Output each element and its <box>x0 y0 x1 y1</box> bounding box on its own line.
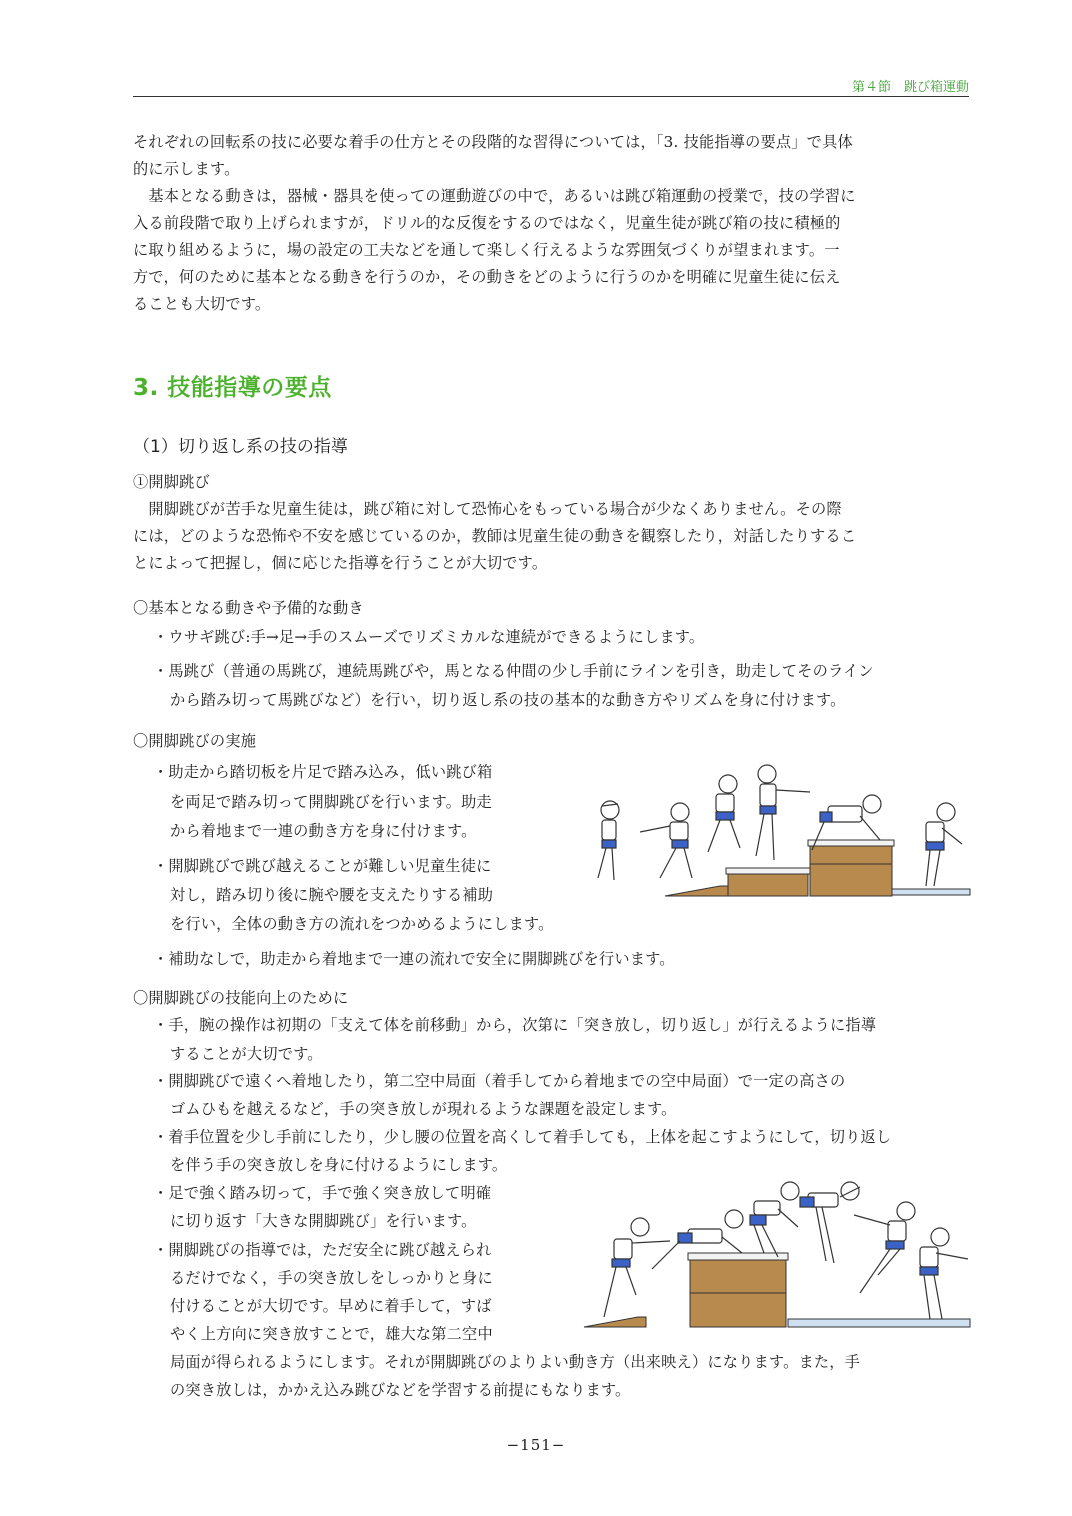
vaulting-box-low <box>726 868 810 896</box>
koujou-bullet-cont: に切り返す「大きな開脚跳び」を行います。 <box>170 1212 477 1230</box>
intro-line: 方で，何のために基本となる動きを行うのか，その動きをどのように行うのかを明確に児童生徒に伝え <box>133 268 841 286</box>
vaulting-box <box>688 1253 788 1327</box>
kaikyaku-line: とによって把握し，個に応じた指導を行うことが大切です。 <box>133 554 548 572</box>
kaikyaku-sequence-figure <box>580 760 972 905</box>
jisshi-bullet-cont: を行い，全体の動き方の流れをつかめるようにします。 <box>170 915 554 933</box>
intro-line: ることも大切です。 <box>133 295 271 313</box>
intro-line: に取り組めるように，場の設定の工夫などを通して楽しく行えるような雰囲気づくりが望まれます。一 <box>133 241 840 259</box>
jisshi-bullet-cont: 対し，踏み切り後に腕や腰を支えたりする補助 <box>170 886 494 904</box>
child-figure <box>854 1202 915 1293</box>
koujou-bullet-cont: 局面が得られるようにします。それが開脚跳びのよりよい動き方（出来映え）になります。また，手 <box>170 1353 861 1371</box>
child-figure <box>800 1182 860 1263</box>
kihon-heading: 〇基本となる動きや予備的な動き <box>133 599 364 617</box>
page-header <box>133 78 969 97</box>
kaikyaku-heading: ①開脚跳び <box>133 473 210 491</box>
vaulting-box-high <box>808 840 894 896</box>
section-title: 3. 技能指導の要点 <box>133 375 332 401</box>
jisshi-bullet-cont: から着地まで一連の動き方を身に付けます。 <box>170 822 477 840</box>
intro-line: 入る前段階で取り上げられますが，ドリル的な反復をするのではなく，児童生徒が跳び箱の技に積極的 <box>133 214 841 232</box>
jisshi-heading: 〇開脚跳びの実施 <box>133 732 257 750</box>
kihon-bullet: ・ウサギ跳び:手→足→手のスムーズでリズミカルな連続ができるようにします。 <box>153 628 705 646</box>
koujou-bullet-cont: を伴う手の突き放しを身に付けるようにします。 <box>170 1156 508 1174</box>
intro-line: 的に示します。 <box>133 160 240 178</box>
ground-mat <box>890 889 970 895</box>
child-figure <box>708 775 740 852</box>
intro-line: それぞれの回転系の技に必要な着手の仕方とその段階的な習得については，「3. 技能指導の要点」で具体 <box>133 133 853 151</box>
child-figure <box>604 1218 670 1317</box>
kaikyaku-paragraph <box>133 469 973 577</box>
child-figure <box>756 765 810 860</box>
koujou-bullet-cont: やく上方向に突き放すことで，雄大な第二空中 <box>170 1325 493 1343</box>
jisshi-bullet: ・助走から踏切板を片足で踏み込み，低い跳び箱 <box>153 763 493 781</box>
koujou-bullet-cont: るだけでなく，手の突き放しをしっかりと身に <box>170 1269 493 1287</box>
child-figure <box>926 803 962 886</box>
koujou-bullet: ・開脚跳びの指導では，ただ安全に跳び越えられ <box>153 1241 492 1259</box>
child-figure <box>598 801 619 880</box>
koujou-bullet: ・足で強く踏み切って，手で強く突き放して明確 <box>153 1184 492 1202</box>
koujou-bullet-cont: ゴムひもを越えるなど，手の突き放しが現れるような課題を設定します。 <box>170 1100 677 1118</box>
koujou-bullet-cont: の突き放しは，かかえ込み跳びなどを学習する前提にもなります。 <box>170 1381 631 1399</box>
intro-line: 基本となる動きは，器械・器具を使っての運動遊びの中で，あるいは跳び箱運動の授業で，技の学習に <box>133 187 856 205</box>
springboard <box>665 886 728 896</box>
kihon-bullet-cont: から踏み切って馬跳びなど）を行い，切り返し系の技の基本的な動き方やリズムを身に付けます。 <box>170 691 846 709</box>
section-label: 第４節 跳び箱運動 <box>851 80 969 95</box>
springboard <box>584 1317 646 1327</box>
koujou-bullet: ・手，腕の操作は初期の「支えて体を前移動」から，次第に「突き放し，切り返し」が行えるように指導 <box>153 1016 877 1034</box>
page-number: −151− <box>506 1436 566 1454</box>
child-figure <box>920 1228 968 1319</box>
kaikyaku-line: には，どのような恐怖や不安を感じているのか，教師は児童生徒の動きを観察したり，対話したりするこ <box>133 527 857 545</box>
big-kaikyaku-sequence-figure <box>578 1175 972 1333</box>
jisshi-bullet-cont: を両足で踏み切って開脚跳びを行います。助走 <box>170 793 492 811</box>
koujou-bullet: ・着手位置を少し手前にしたり，少し腰の位置を高くして着手しても，上体を起こすようにして，切り返し <box>153 1128 892 1146</box>
jisshi-bullet: ・開脚跳びで跳び越えることが難しい児童生徒に <box>153 857 492 875</box>
intro-paragraph <box>133 129 973 318</box>
subsection-title: （1）切り返し系の技の指導 <box>133 437 348 457</box>
koujou-heading: 〇開脚跳びの技能向上のために <box>133 989 349 1007</box>
kaikyaku-line: 開脚跳びが苦手な児童生徒は，跳び箱に対して恐怖心をもっている場合が少なくありません。その際 <box>133 500 842 518</box>
kihon-bullet: ・馬跳び（普通の馬跳び，連続馬跳びや，馬となる仲間の少し手前にラインを引き，助走してそのライン <box>153 662 874 680</box>
jisshi-bullet: ・補助なしで，助走から着地まで一連の流れで安全に開脚跳びを行います。 <box>153 950 675 968</box>
child-figure <box>750 1182 799 1257</box>
koujou-bullet: ・開脚跳びで遠くへ着地したり，第二空中局面（着手してから着地までの空中局面）で一定の高さの <box>153 1072 846 1090</box>
ground-mat <box>788 1319 970 1327</box>
koujou-bullet-cont: 付けることが大切です。早めに着手して，すば <box>170 1297 492 1315</box>
child-figure <box>640 803 692 878</box>
koujou-bullet-cont: することが大切です。 <box>170 1045 323 1063</box>
